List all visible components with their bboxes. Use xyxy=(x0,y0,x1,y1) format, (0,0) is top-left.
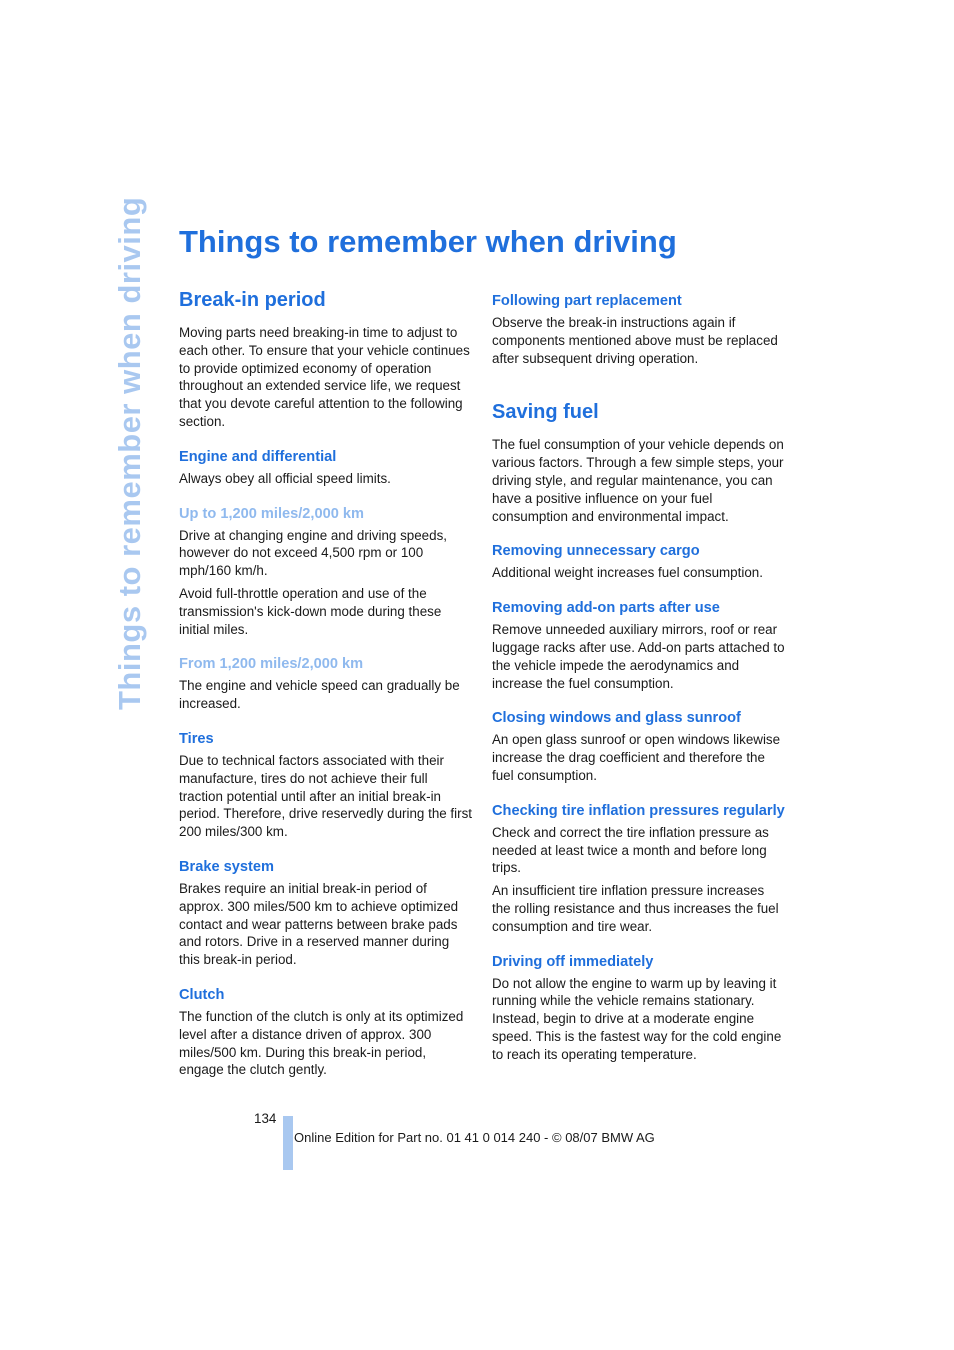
engine-text: Always obey all official speed limits. xyxy=(179,470,391,486)
tires-text: Due to technical factors associated with their manufacture, tires do not achieve their full traction potential until after an initial break-in period. Therefore, drive reservedly during the first 200 miles/300 km. xyxy=(179,752,472,840)
windows-heading: Closing windows and glass sunroof xyxy=(492,710,741,727)
page-number: 134 xyxy=(254,1111,277,1126)
clutch-heading: Clutch xyxy=(179,986,225,1003)
driving-off-text: Do not allow the engine to warm up by leaving it running while the vehicle remains stationary. Instead, begin to drive at a moderate engine speed. This is the fastest way for the cold engine to reach its operating temperature. xyxy=(492,975,782,1062)
saving-fuel-intro: The fuel consumption of your vehicle depends on various factors. Through a few simple steps, your driving style, and regular maintenance, you can have a positive influence on your fuel consumption and environmental impact. xyxy=(492,437,784,524)
up-to-heading: Up to 1,200 miles/2,000 km xyxy=(179,505,364,522)
following-heading: Following part replacement xyxy=(492,293,682,309)
up-to-text-2: Avoid full-throttle operation and use of the transmission's kick-down mode during these initial miles. xyxy=(179,585,442,637)
tire-pressure-text-2: An insufficient tire inflation pressure increases the rolling resistance and thus increases the fuel consumption and tire wear. xyxy=(492,883,779,934)
from-text: The engine and vehicle speed can gradually be increased. xyxy=(179,678,460,712)
side-chapter-title: Things to remember when driving xyxy=(112,196,147,710)
page-title: Things to remember when driving xyxy=(179,224,677,259)
left-column xyxy=(179,288,472,1084)
from-heading: From 1,200 miles/2,000 km xyxy=(179,656,364,673)
cargo-heading: Removing unnecessary cargo xyxy=(492,543,700,560)
engine-heading: Engine and differential xyxy=(179,448,337,465)
clutch-text: The function of the clutch is only at its optimized level after a distance driven of approx. 300 miles/500 km. During this break-in period, engage the clutch gently. xyxy=(179,1008,464,1078)
driving-off-heading: Driving off immediately xyxy=(492,953,654,970)
addon-heading: Removing add-on parts after use xyxy=(492,600,720,617)
saving-fuel-heading: Saving fuel xyxy=(492,401,599,424)
brakes-heading: Brake system xyxy=(179,858,274,875)
break-in-heading: Break-in period xyxy=(179,289,326,311)
cargo-text: Additional weight increases fuel consumption. xyxy=(492,565,763,581)
break-in-intro: Moving parts need breaking-in time to adjust to each other. To ensure that your vehicle continues to provide optimized economy of operation throughout an extended service life, we request that you devote careful attention to the following section. xyxy=(179,325,470,429)
footer-accent-bar xyxy=(283,1116,293,1170)
addon-text: Remove unneeded auxiliary mirrors, roof or rear luggage racks after use. Add-on parts attached to the vehicle impede the aerodynamics and increase the fuel consumption. xyxy=(492,622,785,691)
tire-pressure-heading: Checking tire inflation pressures regularly xyxy=(492,802,785,819)
footer-edition: Online Edition for Part no. 01 41 0 014 240 - © 08/07 BMW AG xyxy=(294,1130,655,1145)
following-text: Observe the break-in instructions again if components mentioned above must be replaced after subsequent driving operation. xyxy=(492,315,778,366)
up-to-text-1: Drive at changing engine and driving speeds, however do not exceed 4,500 rpm or 100 mph/160 km/h. xyxy=(179,527,447,579)
tire-pressure-text-1: Check and correct the tire inflation pressure as needed at least twice a month and before long trips. xyxy=(492,824,769,876)
windows-text: An open glass sunroof or open windows likewise increase the drag coefficient and therefore the fuel consumption. xyxy=(492,732,781,783)
brakes-text: Brakes require an initial break-in period of approx. 300 miles/500 km to achieve optimized contact and wear patterns between brake pads and rotors. Drive in a reserved manner during this break-in period. xyxy=(179,880,459,968)
tires-heading: Tires xyxy=(179,730,214,747)
right-column xyxy=(492,288,785,1069)
